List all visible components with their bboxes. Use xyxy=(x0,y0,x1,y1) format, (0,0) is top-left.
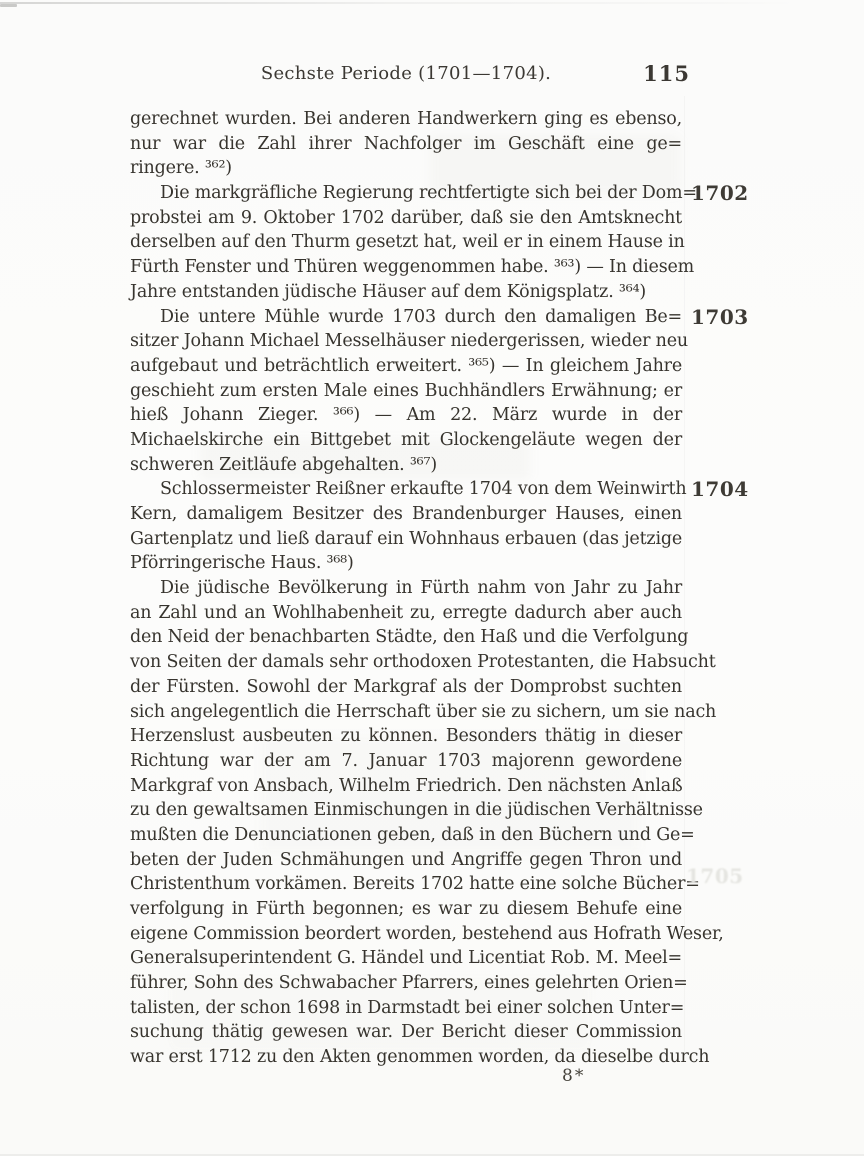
margin-year-note: 1704 xyxy=(691,477,749,502)
text-line: mußten die Denunciationen geben, daß in den Büchern und Ge= xyxy=(130,824,695,845)
text-line: eigene Commission beordert worden, bestehend aus Hofrath Weser, xyxy=(130,923,724,944)
text-line: Die jüdische Bevölkerung in Fürth nahm von Jahr zu Jahr xyxy=(160,578,682,599)
text-line: ringere. ³⁶²) xyxy=(130,158,232,179)
text-line: aufgebaut und beträchtlich erweitert. ³⁶⁵) — In gleichem Jahre xyxy=(130,355,682,376)
text-line: hieß Johann Zieger. ³⁶⁶) — Am 22. März wurde in der xyxy=(130,405,682,426)
text-line: sich angelegentlich die Herrschaft über sie zu sichern, um sie nach xyxy=(130,701,717,722)
paragraph xyxy=(130,477,749,576)
scan-edge-top-dash xyxy=(0,4,17,7)
paragraph xyxy=(130,107,682,181)
text-line: schweren Zeitläufe abgehalten. ³⁶⁷) xyxy=(130,454,437,475)
text-line: den Neid der benachbarten Städte, den Haß und die Verfolgung xyxy=(130,627,689,648)
running-title: Sechste Periode (1701—1704). xyxy=(260,63,552,84)
text-line: derselben auf den Thurm gesetzt hat, weil er in einem Hause in xyxy=(130,232,685,253)
text-line: beten der Juden Schmähungen und Angriffe gegen Thron und xyxy=(130,849,682,870)
text-line: Christenthum vorkämen. Bereits 1702 hatte eine solche Bücher= xyxy=(130,874,700,895)
text-line: zu den gewaltsamen Einmischungen in die jüdischen Verhältnisse xyxy=(130,800,703,821)
text-line: Die markgräfliche Regierung rechtfertigte sich bei der Dom= xyxy=(160,183,697,204)
text-line: Richtung war der am 7. Januar 1703 majorenn gewordene xyxy=(130,750,682,771)
text-line: Jahre entstanden jüdische Häuser auf dem Königsplatz. ³⁶⁴) xyxy=(130,281,647,302)
text-line: geschieht zum ersten Male eines Buchhändlers Erwähnung; er xyxy=(130,380,682,401)
page-number: 115 xyxy=(643,61,690,86)
paragraph xyxy=(130,304,749,478)
text-line: Herzenslust ausbeuten zu können. Besonders thätig in dieser xyxy=(130,726,682,747)
text-line: nur war die Zahl ihrer Nachfolger im Geschäft eine ge= xyxy=(130,133,682,154)
paragraph xyxy=(130,181,749,304)
text-line: Schlossermeister Reißner erkaufte 1704 von dem Weinwirth xyxy=(160,479,687,500)
bleedthrough-year: 1705 xyxy=(686,864,744,888)
text-line: Markgraf von Ansbach, Wilhelm Friedrich. Den nächsten Anlaß xyxy=(130,775,683,796)
text-line: führer, Sohn des Schwabacher Pfarrers, eines gelehrten Orien= xyxy=(130,973,688,994)
scan-edge-top-line xyxy=(0,2,795,4)
text-line: war erst 1712 zu den Akten genommen worden, da dieselbe durch xyxy=(130,1047,710,1068)
text-line: Generalsuperintendent G. Händel und Licentiat Rob. M. Meel= xyxy=(130,948,682,969)
text-line: gerechnet wurden. Bei anderen Handwerkern ging es ebenso, xyxy=(130,109,682,129)
text-line: talisten, der schon 1698 in Darmstadt bei einer solchen Unter= xyxy=(130,997,685,1018)
text-line: an Zahl und an Wohlhabenheit zu, erregte dadurch aber auch xyxy=(130,602,682,623)
text-line: von Seiten der damals sehr orthodoxen Protestanten, die Habsucht xyxy=(130,652,716,673)
text-line: sitzer Johann Michael Messelhäuser niedergerissen, wieder neu xyxy=(130,331,688,352)
text-line: Fürth Fenster und Thüren weggenommen habe. ³⁶³) — In diesem xyxy=(130,257,695,278)
running-header xyxy=(130,61,690,91)
text-line: Kern, damaligem Besitzer des Brandenburger Hauses, einen xyxy=(130,504,682,524)
text-line: verfolgung in Fürth begonnen; es war zu diesem Behufe eine xyxy=(130,899,682,919)
signature-mark: 8* xyxy=(562,1066,586,1086)
text-line: suchung thätig gewesen war. Der Bericht dieser Commission xyxy=(130,1022,682,1043)
margin-year-note: 1702 xyxy=(691,181,749,206)
text-line: Pförringerische Haus. ³⁶⁸) xyxy=(130,553,354,574)
text-line: Die untere Mühle wurde 1703 durch den damaligen Be= xyxy=(160,306,682,327)
text-line: Michaelskirche ein Bittgebet mit Glockengeläute wegen der xyxy=(130,429,682,450)
text-line: der Fürsten. Sowohl der Markgraf als der Domprobst suchten xyxy=(130,676,682,697)
text-line: Gartenplatz und ließ darauf ein Wohnhaus erbauen (das jetzige xyxy=(130,528,682,549)
text-line: probstei am 9. Oktober 1702 darüber, daß sie den Amtsknecht xyxy=(130,207,682,228)
margin-year-note: 1703 xyxy=(691,304,749,329)
